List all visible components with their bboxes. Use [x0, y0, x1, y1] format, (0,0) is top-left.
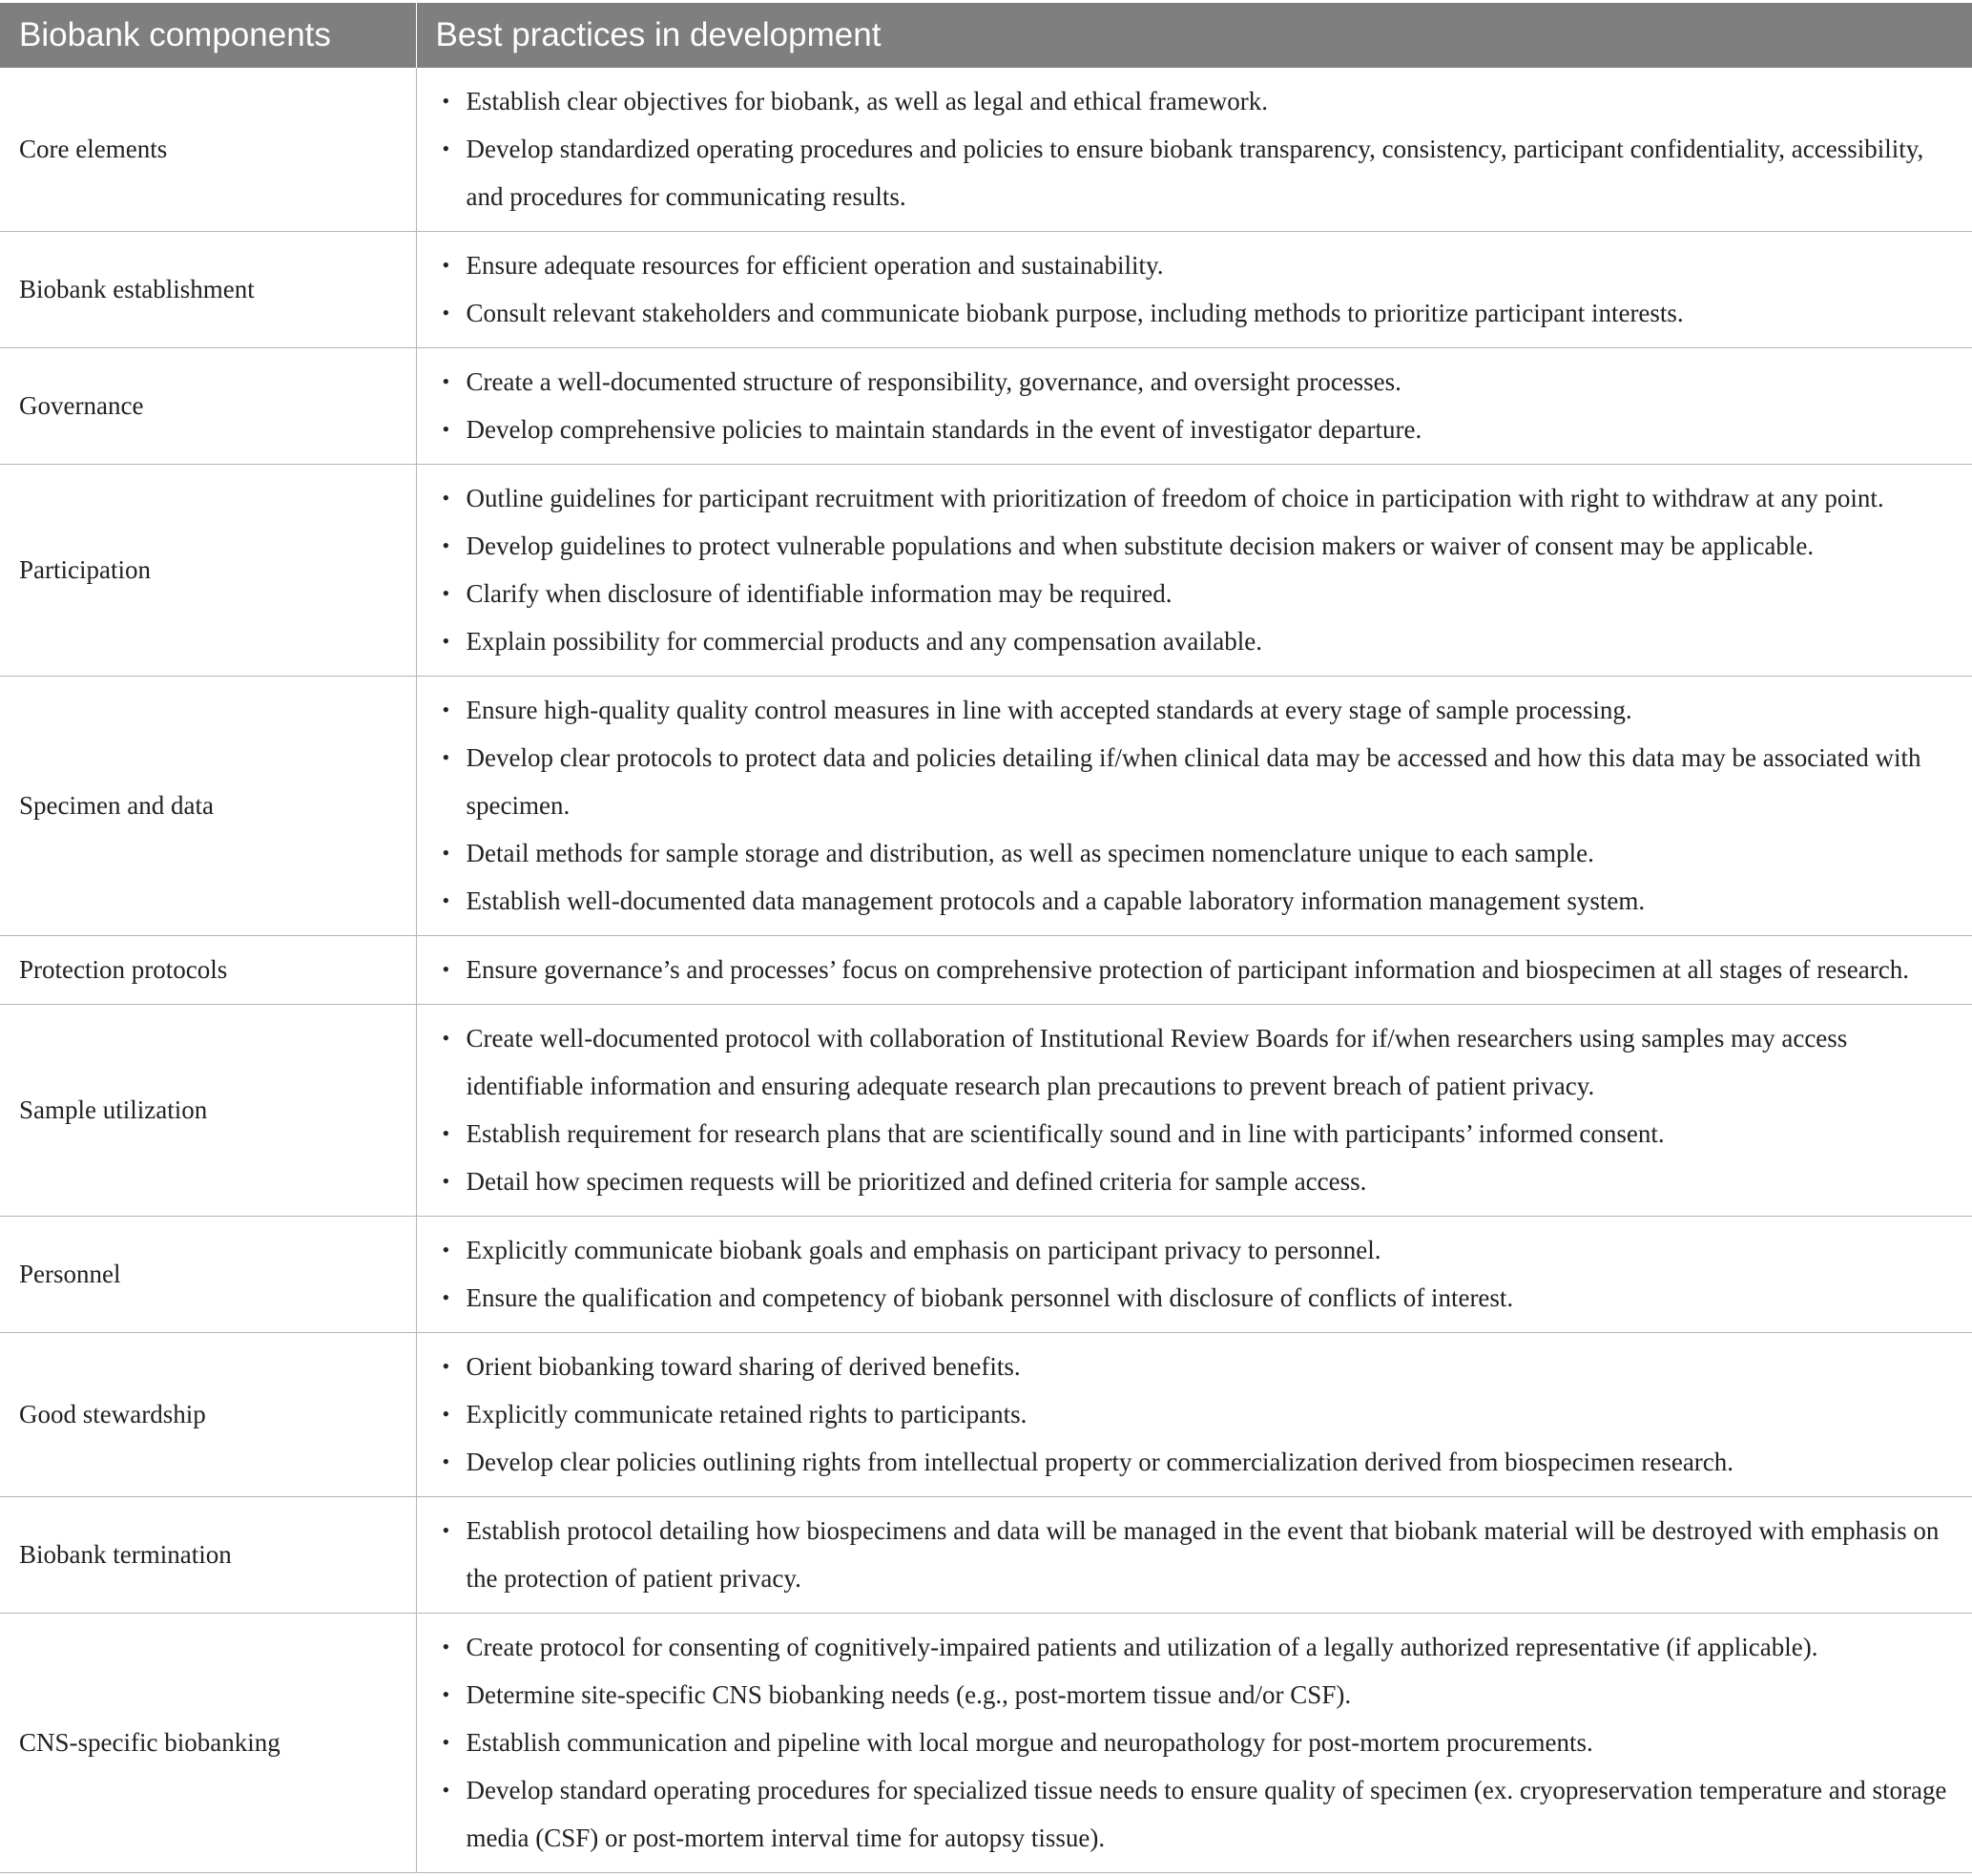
practices-cell — [416, 232, 1972, 348]
practices-cell — [416, 1614, 1972, 1873]
practice-text: Create well-documented protocol with collaboration of Institutional Review Boards for if/when researchers using samples may access identifiable information and ensuring adequate research plan precautions to prevent breach of patient privacy. — [466, 1024, 1848, 1100]
practice-item — [436, 1226, 1954, 1274]
practices-cell — [416, 1217, 1972, 1333]
practice-item — [436, 125, 1954, 220]
header-row — [0, 3, 1972, 68]
practice-text: Outline guidelines for participant recruitment with prioritization of freedom of choice in participation with right to withdraw at any point. — [466, 484, 1884, 512]
component-cell: Core elements — [0, 68, 416, 232]
practice-item — [436, 946, 1954, 993]
table-row — [0, 1217, 1972, 1333]
bullet-icon: • — [442, 1682, 450, 1706]
header-best-practices: Best practices in development — [416, 3, 1972, 68]
practices-list — [436, 1507, 1954, 1602]
bullet-icon: • — [442, 698, 450, 721]
practice-text: Orient biobanking toward sharing of derived benefits. — [466, 1352, 1021, 1381]
practice-text: Consult relevant stakeholders and communicate biobank purpose, including methods to prioritize participant interests. — [466, 299, 1684, 327]
bullet-icon: • — [442, 1778, 450, 1802]
practice-text: Develop clear policies outlining rights from intellectual property or commercialization derived from biospecimen research. — [466, 1448, 1734, 1476]
bullet-icon: • — [442, 486, 450, 510]
table-row — [0, 936, 1972, 1005]
practices-list — [436, 1014, 1954, 1205]
practice-item — [436, 1623, 1954, 1671]
practice-item — [436, 1507, 1954, 1602]
practice-item — [436, 1438, 1954, 1486]
practice-text: Ensure the qualification and competency of biobank personnel with disclosure of conflicts of interest. — [466, 1283, 1514, 1312]
practice-item — [436, 617, 1954, 665]
practice-item — [436, 1014, 1954, 1110]
practice-text: Ensure adequate resources for efficient operation and sustainability. — [466, 251, 1164, 280]
practice-item — [436, 1390, 1954, 1438]
practices-cell — [416, 68, 1972, 232]
practice-text: Clarify when disclosure of identifiable information may be required. — [466, 579, 1173, 608]
bullet-icon: • — [442, 1169, 450, 1193]
table-row — [0, 348, 1972, 465]
practice-text: Ensure high-quality quality control measures in line with accepted standards at every stage of sample processing. — [466, 696, 1632, 724]
practice-text: Detail how specimen requests will be prioritized and defined criteria for sample access. — [466, 1167, 1367, 1196]
component-cell: Personnel — [0, 1217, 416, 1333]
practice-item — [436, 358, 1954, 406]
bullet-icon: • — [442, 888, 450, 912]
practice-text: Establish well-documented data management protocols and a capable laboratory information management system. — [466, 886, 1646, 915]
practice-text: Develop clear protocols to protect data and policies detailing if/when clinical data may be accessed and how this data may be associated with specimen. — [466, 743, 1921, 820]
practice-item — [436, 289, 1954, 337]
table-row — [0, 1333, 1972, 1497]
bullet-icon: • — [442, 369, 450, 393]
bullet-icon: • — [442, 629, 450, 653]
bullet-icon: • — [442, 1518, 450, 1542]
practice-text: Create protocol for consenting of cognitively-impaired patients and utilization of a legally authorized representative (if applicable). — [466, 1633, 1818, 1661]
header-biobank-components: Biobank components — [0, 3, 416, 68]
component-cell: Sample utilization — [0, 1005, 416, 1217]
practice-text: Establish requirement for research plans that are scientifically sound and in line with participants’ informed consent. — [466, 1119, 1665, 1148]
bullet-icon: • — [442, 1285, 450, 1309]
practices-list — [436, 686, 1954, 925]
practice-item — [436, 570, 1954, 617]
practice-text: Create a well-documented structure of responsibility, governance, and oversight processes. — [466, 367, 1401, 396]
practices-cell — [416, 465, 1972, 677]
component-cell: Governance — [0, 348, 416, 465]
practices-list — [436, 1343, 1954, 1486]
component-cell: Protection protocols — [0, 936, 416, 1005]
practice-item — [436, 877, 1954, 925]
bullet-icon: • — [442, 1238, 450, 1261]
practices-cell — [416, 348, 1972, 465]
practice-text: Ensure governance’s and processes’ focus on comprehensive protection of participant information and biospecimen at all stages of research. — [466, 955, 1909, 984]
table-row — [0, 1614, 1972, 1873]
practice-item — [436, 77, 1954, 125]
bullet-icon: • — [442, 533, 450, 557]
practices-cell — [416, 677, 1972, 936]
practice-item — [436, 1766, 1954, 1862]
component-cell: Participation — [0, 465, 416, 677]
practice-text: Develop standardized operating procedures and policies to ensure biobank transparency, consistency, participant confidentiality, accessibility, and procedures for communicating results. — [466, 135, 1924, 211]
bullet-icon: • — [442, 89, 450, 113]
bullet-icon: • — [442, 957, 450, 981]
practice-item — [436, 1274, 1954, 1322]
practices-list — [436, 474, 1954, 665]
practice-text: Establish communication and pipeline with local morgue and neuropathology for post-mortem procurements. — [466, 1728, 1593, 1757]
practices-list — [436, 1623, 1954, 1862]
bullet-icon: • — [442, 841, 450, 865]
practices-list — [436, 77, 1954, 220]
biobank-best-practices-table — [0, 3, 1972, 1873]
practice-text: Explain possibility for commercial products and any compensation available. — [466, 627, 1263, 656]
bullet-icon: • — [442, 1402, 450, 1426]
practice-item — [436, 686, 1954, 734]
practice-item — [436, 829, 1954, 877]
practice-item — [436, 474, 1954, 522]
table-row — [0, 1005, 1972, 1217]
bullet-icon: • — [442, 301, 450, 324]
table-row — [0, 232, 1972, 348]
practice-text: Develop standard operating procedures for specialized tissue needs to ensure quality of specimen (ex. cryopreservation temperature and storage media (CSF) or post-mortem interval time for autopsy tissue). — [466, 1776, 1947, 1852]
practice-item — [436, 406, 1954, 453]
practice-item — [436, 1671, 1954, 1719]
bullet-icon: • — [442, 1354, 450, 1378]
bullet-icon: • — [442, 1121, 450, 1145]
practice-text: Develop comprehensive policies to maintain standards in the event of investigator departure. — [466, 415, 1422, 444]
practice-item — [436, 1110, 1954, 1157]
practices-list — [436, 1226, 1954, 1322]
biobank-table-container — [0, 3, 1972, 1873]
bullet-icon: • — [442, 1026, 450, 1050]
practice-item — [436, 734, 1954, 829]
table-row — [0, 1497, 1972, 1614]
component-cell: Biobank termination — [0, 1497, 416, 1614]
bullet-icon: • — [442, 581, 450, 605]
practices-list — [436, 241, 1954, 337]
practices-cell — [416, 1333, 1972, 1497]
practices-cell — [416, 1005, 1972, 1217]
component-cell: CNS-specific biobanking — [0, 1614, 416, 1873]
bullet-icon: • — [442, 253, 450, 277]
practice-item — [436, 1719, 1954, 1766]
practice-item — [436, 522, 1954, 570]
practice-text: Detail methods for sample storage and distribution, as well as specimen nomenclature unique to each sample. — [466, 839, 1594, 867]
practice-text: Explicitly communicate retained rights to participants. — [466, 1400, 1028, 1428]
component-cell: Good stewardship — [0, 1333, 416, 1497]
bullet-icon: • — [442, 1449, 450, 1473]
component-cell: Biobank establishment — [0, 232, 416, 348]
bullet-icon: • — [442, 1635, 450, 1658]
table-header — [0, 3, 1972, 68]
table-row — [0, 677, 1972, 936]
bullet-icon: • — [442, 745, 450, 769]
bullet-icon: • — [442, 136, 450, 160]
practice-text: Develop guidelines to protect vulnerable populations and when substitute decision makers or waiver of consent may be applicable. — [466, 532, 1815, 560]
practice-item — [436, 1157, 1954, 1205]
practices-cell — [416, 936, 1972, 1005]
practice-text: Establish clear objectives for biobank, as well as legal and ethical framework. — [466, 87, 1268, 115]
practice-item — [436, 1343, 1954, 1390]
practice-item — [436, 241, 1954, 289]
table-body — [0, 68, 1972, 1873]
practice-text: Establish protocol detailing how biospecimens and data will be managed in the event that biobank material will be destroyed with emphasis on the protection of patient privacy. — [466, 1516, 1940, 1593]
bullet-icon: • — [442, 1730, 450, 1754]
table-row — [0, 465, 1972, 677]
practice-text: Determine site-specific CNS biobanking needs (e.g., post-mortem tissue and/or CSF). — [466, 1680, 1352, 1709]
table-row — [0, 68, 1972, 232]
practices-cell — [416, 1497, 1972, 1614]
component-cell: Specimen and data — [0, 677, 416, 936]
bullet-icon: • — [442, 417, 450, 441]
practices-list — [436, 358, 1954, 453]
practice-text: Explicitly communicate biobank goals and emphasis on participant privacy to personnel. — [466, 1236, 1381, 1264]
practices-list — [436, 946, 1954, 993]
